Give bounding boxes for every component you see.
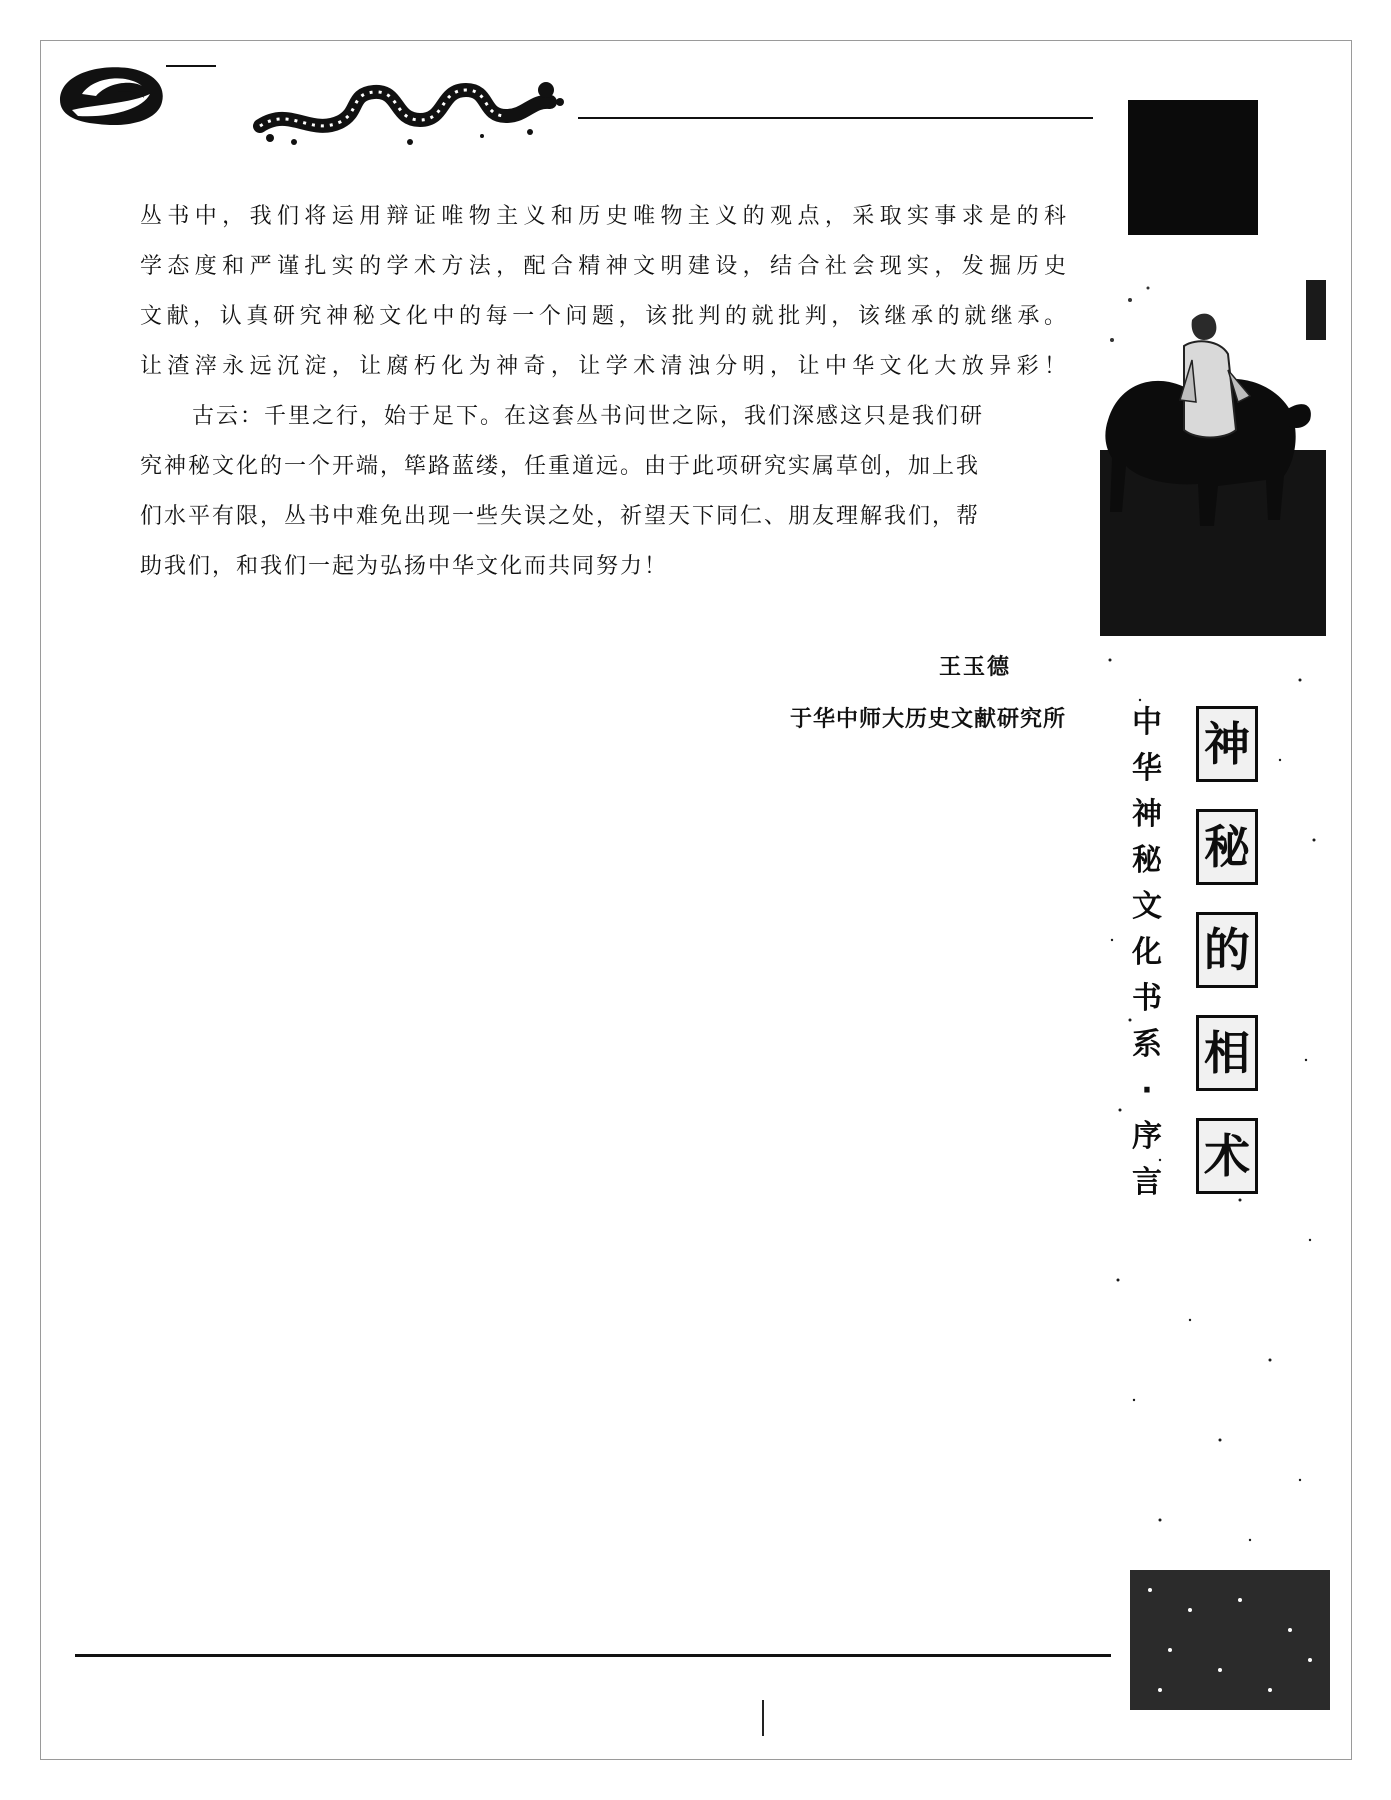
page-number (762, 1700, 764, 1736)
scholar-on-ox-illustration (1100, 280, 1326, 636)
series-title-char: 秘 (1132, 843, 1162, 878)
series-title-char: 言 (1132, 1165, 1162, 1200)
paragraph-1-line-2: 学态度和严谨扎实的学术方法，配合精神文明建设，结合社会现实，发掘历史 (140, 254, 1068, 279)
paragraph-2 (140, 392, 1068, 592)
paragraph-1 (140, 192, 1068, 392)
series-title-char: 书 (1132, 981, 1162, 1016)
series-title-char: · (1141, 1073, 1153, 1108)
corner-logo-icon (58, 64, 166, 130)
header-rule (578, 117, 1093, 119)
book-title-char: 术 (1196, 1118, 1258, 1194)
series-title-char: 化 (1132, 935, 1162, 970)
paragraph-2-line-1: 古云：千里之行，始于足下。在这套丛书问世之际，我们深感这只是我们研 (192, 404, 985, 429)
book-title-char: 秘 (1196, 809, 1258, 885)
strip-black-block (1128, 100, 1258, 235)
preface-body (140, 192, 1068, 592)
book-title-char: 相 (1196, 1015, 1258, 1091)
series-title-char: 文 (1132, 889, 1162, 924)
paragraph-2-line-4: 助我们，和我们一起为弘扬中华文化而共同努力！ (140, 554, 669, 579)
series-title-char: 序 (1132, 1119, 1162, 1154)
series-title-char: 华 (1132, 751, 1162, 786)
paragraph-2-line-3: 们水平有限，丛书中难免出现一些失误之处，祈望天下同仁、朋友理解我们，帮 (140, 504, 981, 529)
header-dash (166, 65, 216, 67)
signature-author: 王玉德 (938, 655, 1011, 680)
series-title-char: 系 (1132, 1027, 1162, 1062)
series-title-char: 神 (1132, 797, 1162, 832)
paragraph-1-line-1: 丛书中，我们将运用辩证唯物主义和历史唯物主义的观点，采取实事求是的科 (140, 204, 1068, 229)
footer-rule (75, 1654, 1111, 1657)
book-title-vertical (1196, 706, 1262, 1221)
paragraph-2-line-2: 究神秘文化的一个开端，筚路蓝缕，任重道远。由于此项研究实属草创，加上我 (140, 454, 981, 479)
book-title-char: 神 (1196, 706, 1258, 782)
book-title-char: 的 (1196, 912, 1258, 988)
signature-affiliation: 于华中师大历史文献研究所 (789, 707, 1066, 732)
paragraph-1-line-4: 让渣滓永远沉淀，让腐朽化为神奇，让学术清浊分明，让中华文化大放异彩！ (140, 354, 1068, 379)
series-title-vertical (1125, 700, 1169, 1206)
dragon-ornament-icon (250, 76, 570, 156)
paragraph-1-line-3: 文献，认真研究神秘文化中的每一个问题，该批判的就批判，该继承的就继承。 (140, 304, 1068, 329)
series-title-char: 中 (1132, 705, 1162, 740)
